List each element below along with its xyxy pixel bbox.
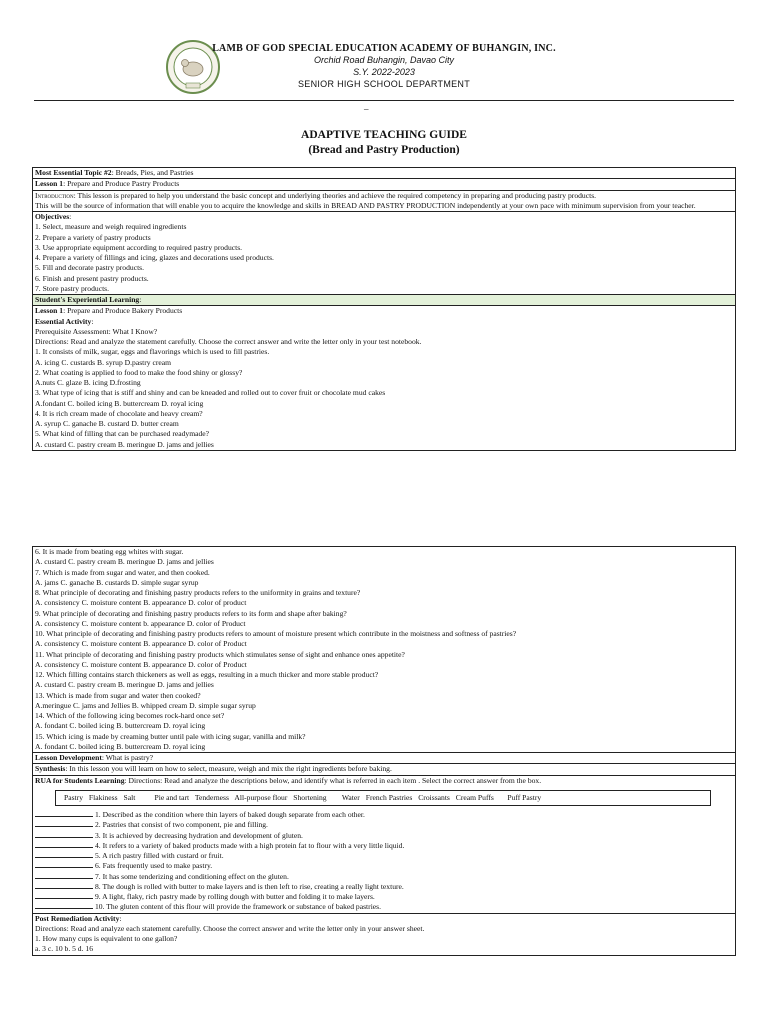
fill-item-text: 10. The gluten content of this flour will provide the framework or substance of baked pastries. xyxy=(95,902,382,912)
lesson1b-value: : Prepare and Produce Bakery Products xyxy=(63,306,183,316)
directions: Directions: Read and analyze the statement carefully. Choose the correct answer and write the letter only in your test notebook. xyxy=(35,337,422,346)
choice: Cream Puffs xyxy=(455,792,494,802)
intro-text-2: This will be the source of information that will enable you to acquire the knowledge and skills in BREAD AND PASTRY PRODUCTION independently at your own pace with minimum supervision from your teacher. xyxy=(35,200,696,210)
fill-item xyxy=(35,810,733,820)
synthesis-value: : In this lesson you will learn on how to select, measure, weigh and mix the right ingredients before baking. xyxy=(65,764,392,774)
intro-text: : This lesson is prepared to help you understand the basic concept and underlying theories and achieve the required competency in preparing and producing pastry products. xyxy=(73,190,597,200)
answer-choices-box xyxy=(55,790,711,806)
question-line: 5. What kind of filling that can be purchased readymade? xyxy=(35,429,210,439)
synthesis-row xyxy=(33,764,735,775)
objectives-row xyxy=(33,212,735,295)
fill-item xyxy=(35,831,733,841)
topic-row xyxy=(33,168,735,179)
post-label: Post Remediation Activity xyxy=(35,913,120,923)
question-line: A. syrup C. ganache B. custard D. butter cream xyxy=(35,419,179,428)
lesson-row xyxy=(33,179,735,190)
objective-item: 1. Select, measure and weigh required ingredients xyxy=(35,222,187,232)
answer-blank[interactable] xyxy=(35,872,93,879)
answer-blank[interactable] xyxy=(35,841,93,848)
objective-item: 7. Store pastry products. xyxy=(35,283,110,293)
question-line: 15. Which icing is made by creaming butter until pale with icing sugar, vanilla and milk? xyxy=(35,731,306,741)
fill-item-text: 6. Fats frequently used to make pastry. xyxy=(95,861,213,871)
choice: Puff Pastry xyxy=(507,792,542,802)
assessment-row xyxy=(33,306,735,450)
intro-label: Introduction xyxy=(35,190,74,200)
post-remediation-row xyxy=(33,914,735,955)
fill-item xyxy=(35,892,733,902)
question-line: 8. What principle of decorating and finishing pastry products refers to the uniformity in grains and texture? xyxy=(35,588,361,597)
synthesis-label: Synthesis xyxy=(35,764,66,774)
choice: Flakiness xyxy=(88,792,118,802)
post-colon: : xyxy=(119,913,122,923)
question-line: A. jams C. ganache B. custards D. simple sugar syrup xyxy=(35,577,199,587)
objective-item: 6. Finish and present pastry products. xyxy=(35,273,149,283)
question-line: 4. It is rich cream made of chocolate and heavy cream? xyxy=(35,408,203,418)
question-line: A.fondant C. boiled icing B. buttercream D. royal icing xyxy=(35,398,204,408)
header-dash: – xyxy=(364,104,369,114)
question-line: A. icing C. custards B. syrup D.pastry cream xyxy=(35,357,172,367)
choice: All-purpose flour xyxy=(234,792,288,802)
question-line: A. consistency C. moisture content B. appearance D. color of Product xyxy=(35,659,247,669)
objective-item: 4. Prepare a variety of fillings and icing, glazes and decorations used products. xyxy=(35,253,274,262)
question-line: 11. What principle of decorating and finishing pastry products which stimulates sense of sight and enhance ones appetite? xyxy=(35,649,405,659)
fill-item xyxy=(35,851,733,861)
choice: Pie and tart xyxy=(154,792,190,802)
question-line: A. custard C. pastry cream B. meringue D. jams and jellies xyxy=(35,439,214,449)
assessment-continued-row xyxy=(33,547,735,753)
fill-item xyxy=(35,872,733,882)
fill-item-text: 5. A rich pastry filled with custard or fruit. xyxy=(95,851,224,860)
topic-value: : Breads, Pies, and Pastries xyxy=(111,168,194,177)
post-question: 1. How many cups is equivalent to one gallon? xyxy=(35,934,178,943)
objective-item: 3. Use appropriate equipment according to required pastry products. xyxy=(35,242,243,252)
question-line: 7. Which is made from sugar and water, and then cooked. xyxy=(35,567,210,577)
answer-blank[interactable] xyxy=(35,902,93,909)
fill-item-text: 3. It is achieved by decreasing hydration and development of gluten. xyxy=(95,830,303,840)
answer-blank[interactable] xyxy=(35,851,93,858)
lesson-development-row xyxy=(33,753,735,764)
objectives-label: Objectives xyxy=(35,212,70,221)
fill-item xyxy=(35,861,733,871)
department: SENIOR HIGH SCHOOL DEPARTMENT xyxy=(297,79,471,89)
rua-value: : Directions: Read and analyze the descriptions below, and identify what is referred in each item . Select the correct answer from the box. xyxy=(124,775,542,785)
objective-item: 5. Fill and decorate pastry products. xyxy=(35,263,145,273)
question-line: 6. It is made from beating egg whites with sugar. xyxy=(35,547,184,556)
lesson-dev-label: Lesson Development xyxy=(35,753,102,762)
answer-blank[interactable] xyxy=(35,861,93,868)
school-name: LAMB OF GOD SPECIAL EDUCATION ACADEMY OF BUHANGIN, INC. xyxy=(212,43,556,54)
answer-blank[interactable] xyxy=(35,831,93,838)
objectives-colon: : xyxy=(69,212,72,221)
question-line: 9. What principle of decorating and finishing pastry products refers to its form and shape after baking? xyxy=(35,608,347,618)
prereq-title: Prerequisite Assessment: What I Know? xyxy=(35,326,158,336)
fill-item-text: 9. A light, flaky, rich pastry made by rolling dough with butter and folding it to make layers. xyxy=(95,892,375,901)
experiential-label: Student's Experiential Learning xyxy=(35,295,140,304)
fill-item-text: 2. Pastries that consist of two component, pie and filling. xyxy=(95,820,268,830)
essential-colon: : xyxy=(91,316,94,326)
experiential-row xyxy=(33,295,735,306)
lesson1b-label: Lesson 1 xyxy=(35,306,64,316)
lesson-label: Lesson 1 xyxy=(35,179,64,189)
question-line: A. custard C. pastry cream B. meringue D. jams and jellies xyxy=(35,557,214,567)
lesson-dev-value: : What is pastry? xyxy=(101,753,153,762)
question-line: 12. Which filling contains starch thickeners as well as eggs, resulting in a much thicker and more stable product? xyxy=(35,670,379,679)
document-title: ADAPTIVE TEACHING GUIDE xyxy=(301,129,467,141)
question-line: A. fondant C. boiled icing B. buttercream D. royal icing xyxy=(35,741,206,751)
document-subtitle: (Bread and Pastry Production) xyxy=(308,144,460,156)
fill-item xyxy=(35,902,733,912)
fill-item xyxy=(35,820,733,830)
choice: Croissants xyxy=(418,792,450,802)
fill-item xyxy=(35,882,733,892)
guide-table-page2 xyxy=(32,546,736,956)
question-line: 13. Which is made from sugar and water then cooked? xyxy=(35,690,201,700)
question-line: 10. What principle of decorating and finishing pastry products refers to amount of moisture present which contribute in the moistness and softness of pastries? xyxy=(35,629,517,638)
experiential-colon: : xyxy=(139,295,142,304)
fill-item-text: 4. It refers to a variety of baked products made with a high protein fat to flour with a very little liquid. xyxy=(95,840,405,850)
choice: Shortening xyxy=(293,792,327,802)
post-choices: a. 3 c. 10 b. 5 d. 16 xyxy=(35,944,93,954)
choice: French Pastries xyxy=(365,792,413,802)
question-line: 2. What coating is applied to food to make the food shiny or glossy? xyxy=(35,367,243,377)
rua-label: RUA for Students Learning xyxy=(35,775,125,785)
answer-blank[interactable] xyxy=(35,882,93,889)
school-address: Orchid Road Buhangin, Davao City xyxy=(313,55,455,65)
choice: Pastry xyxy=(64,792,83,802)
question-line: A.nuts C. glaze B. icing D.frosting xyxy=(35,378,141,387)
question-line: 3. What type of icing that is stiff and shiny and can be kneaded and rolled out to cover fruit or chocolate mud cakes xyxy=(35,388,386,398)
question-line: A.meringue C. jams and Jellies B. whipped cream D. simple sugar syrup xyxy=(35,700,256,710)
school-year: S.Y. 2022-2023 xyxy=(353,67,415,77)
fill-item-text: 8. The dough is rolled with butter to make layers and is then left to rise, creating a really light texture. xyxy=(95,881,404,891)
question-line: A. fondant C. boiled icing B. buttercream D. royal icing xyxy=(35,721,206,731)
question-line: A. consistency C. moisture content B. appearance D. color of product xyxy=(35,598,247,608)
question-line: A. custard C. pastry cream B. meringue D. jams and jellies xyxy=(35,680,214,690)
choice: Water xyxy=(341,792,360,802)
fill-item-text: 7. It has some tenderizing and conditioning effect on the gluten. xyxy=(95,871,289,881)
question-line: 1. It consists of milk, sugar, eggs and flavorings which is used to fill pastries. xyxy=(35,347,270,357)
answer-blank[interactable] xyxy=(35,810,93,817)
topic-label: Most Essential Topic #2 xyxy=(35,168,112,177)
choice: Tenderness xyxy=(194,792,229,802)
fill-item-text: 1. Described as the condition where thin layers of baked dough separate from each other. xyxy=(95,810,365,819)
fill-item xyxy=(35,841,733,851)
post-directions: Directions: Read and analyze each statement carefully. Choose the correct answer and write the letter only in your answer sheet. xyxy=(35,923,425,933)
header-rule xyxy=(34,100,734,101)
guide-table-page1 xyxy=(32,167,736,451)
question-line: A. consistency C. moisture content b. appearance D. color of Product xyxy=(35,618,246,628)
choice: Salt xyxy=(123,792,136,802)
introduction-row xyxy=(33,191,735,213)
rua-row xyxy=(33,776,735,914)
question-line: 14. Which of the following icing becomes rock-hard once set? xyxy=(35,711,225,720)
objective-item: 2. Prepare a variety of pastry products xyxy=(35,232,151,242)
essential-label: Essential Activity xyxy=(35,316,92,326)
answer-blank[interactable] xyxy=(35,820,93,827)
answer-blank[interactable] xyxy=(35,892,93,899)
question-line: A. consistency C. moisture content B. appearance D. color of Product xyxy=(35,639,247,649)
lesson-value: : Prepare and Produce Pastry Products xyxy=(63,179,180,189)
